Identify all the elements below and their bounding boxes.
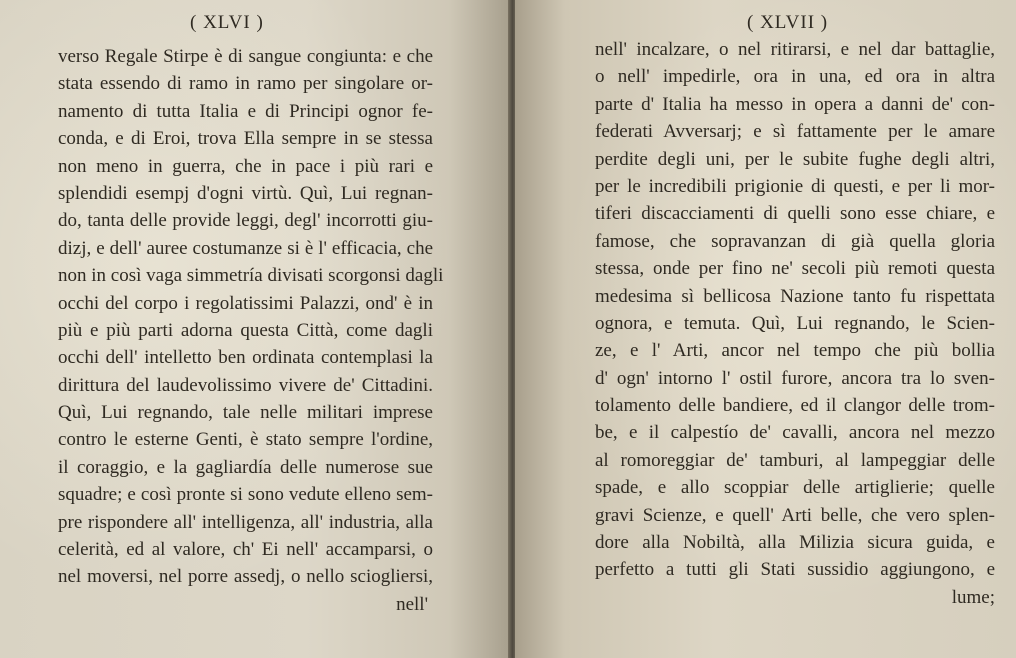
text-line: per le incredibili prigionie di questi, e per li mor- xyxy=(595,175,995,197)
text-line: parte d' Italia ha messo in opera a danni de' con- xyxy=(595,93,995,115)
text-line: dore alla Nobiltà, alla Milizia sicura guida, e xyxy=(595,532,995,554)
text-line: dirittura del laudevolissimo vivere de' Cittadini. xyxy=(58,374,433,396)
text-line: do, tanta delle provide leggi, degl' incorrotti giu- xyxy=(58,210,433,232)
text-line: il coraggio, e la gagliardía delle numerose sue xyxy=(58,456,433,478)
catchword: lume; xyxy=(951,586,995,608)
text-line: be, e il calpestío de' cavalli, ancora nel mezzo xyxy=(595,422,995,444)
text-line: ognora, e temuta. Quì, Lui regnando, le Scien- xyxy=(595,312,995,334)
text-line: d' ogn' intorno l' ostil furore, ancora tra lo sven- xyxy=(595,367,995,389)
text-line: gravi Scienze, e quell' Arti belle, che vero splen- xyxy=(595,504,995,526)
page-text xyxy=(595,36,1000,611)
text-line: ze, e l' Arti, ancor nel tempo che più bollia xyxy=(595,340,995,362)
text-line: nell' incalzare, o nel ritirarsi, e nel dar battaglie, xyxy=(595,39,995,60)
text-line: pre rispondere all' intelligenza, all' industria, alla xyxy=(58,511,433,533)
text-line: stessa, onde per fino ne' secoli più remoti questa xyxy=(595,258,995,280)
text-line: verso Regale Stirpe è di sangue congiunta: e che xyxy=(58,46,433,67)
text-line: tiferi discacciamenti di quelli sono esse chiare, e xyxy=(595,203,995,225)
page-header: ( XLVII ) xyxy=(747,12,829,33)
text-line: nel moversi, nel porre assedj, o nello sciogliersi, xyxy=(58,566,433,588)
text-line: più e più parti adorna questa Città, come dagli xyxy=(58,319,433,341)
text-line: celerità, ed al valore, ch' Ei nell' accamparsi, o xyxy=(58,539,433,561)
text-line: al romoreggiar de' tamburi, al lampeggiar delle xyxy=(595,449,995,471)
page-header: ( XLVI ) xyxy=(190,12,264,33)
text-line: perfetto a tutti gli Stati sussidio aggiungono, e xyxy=(595,559,995,581)
text-line: squadre; e così pronte si sono vedute elleno sem- xyxy=(58,484,433,506)
catchword: nell' xyxy=(396,593,428,615)
page-text xyxy=(58,43,444,618)
text-line: federati Avversarj; e sì fattamente per le amare xyxy=(595,121,995,143)
text-line: non in così vaga simmetría divisati scorgonsi dagli xyxy=(58,265,444,287)
text-line: medesima sì bellicosa Nazione tanto fu rispettata xyxy=(595,285,995,307)
text-line: o nell' impedirle, ora in una, ed ora in altra xyxy=(595,66,995,88)
text-line: tolamento delle bandiere, ed il clangor delle trom- xyxy=(595,395,995,417)
right-page xyxy=(515,0,1016,658)
text-line: Quì, Lui regnando, tale nelle militari imprese xyxy=(58,402,433,424)
text-line: non meno in guerra, che in pace i più rari e xyxy=(58,155,433,177)
text-line: stata essendo di ramo in ramo per singolare or- xyxy=(58,73,433,95)
text-line: perdite degli uni, per le subite fughe degli altri, xyxy=(595,148,995,170)
text-line: spade, e allo scoppiar delle artiglierie; quelle xyxy=(595,477,995,499)
text-line: namento di tutta Italia e di Principi ognor fe- xyxy=(58,100,433,122)
text-line: occhi dell' intelletto ben ordinata contemplasi la xyxy=(58,347,433,369)
text-line: contro le esterne Genti, è stato sempre l'ordine, xyxy=(58,429,433,451)
text-line: splendidi esempj d'ogni virtù. Quì, Lui regnan- xyxy=(58,182,433,204)
text-line: conda, e di Eroi, trova Ella sempre in se stessa xyxy=(58,128,433,150)
text-line: famose, che sopravanzan di già quella gloria xyxy=(595,230,995,252)
text-line: dizj, e dell' auree costumanze si è l' efficacia, che xyxy=(58,237,433,259)
text-line: occhi del corpo i regolatissimi Palazzi, ond' è in xyxy=(58,292,433,314)
